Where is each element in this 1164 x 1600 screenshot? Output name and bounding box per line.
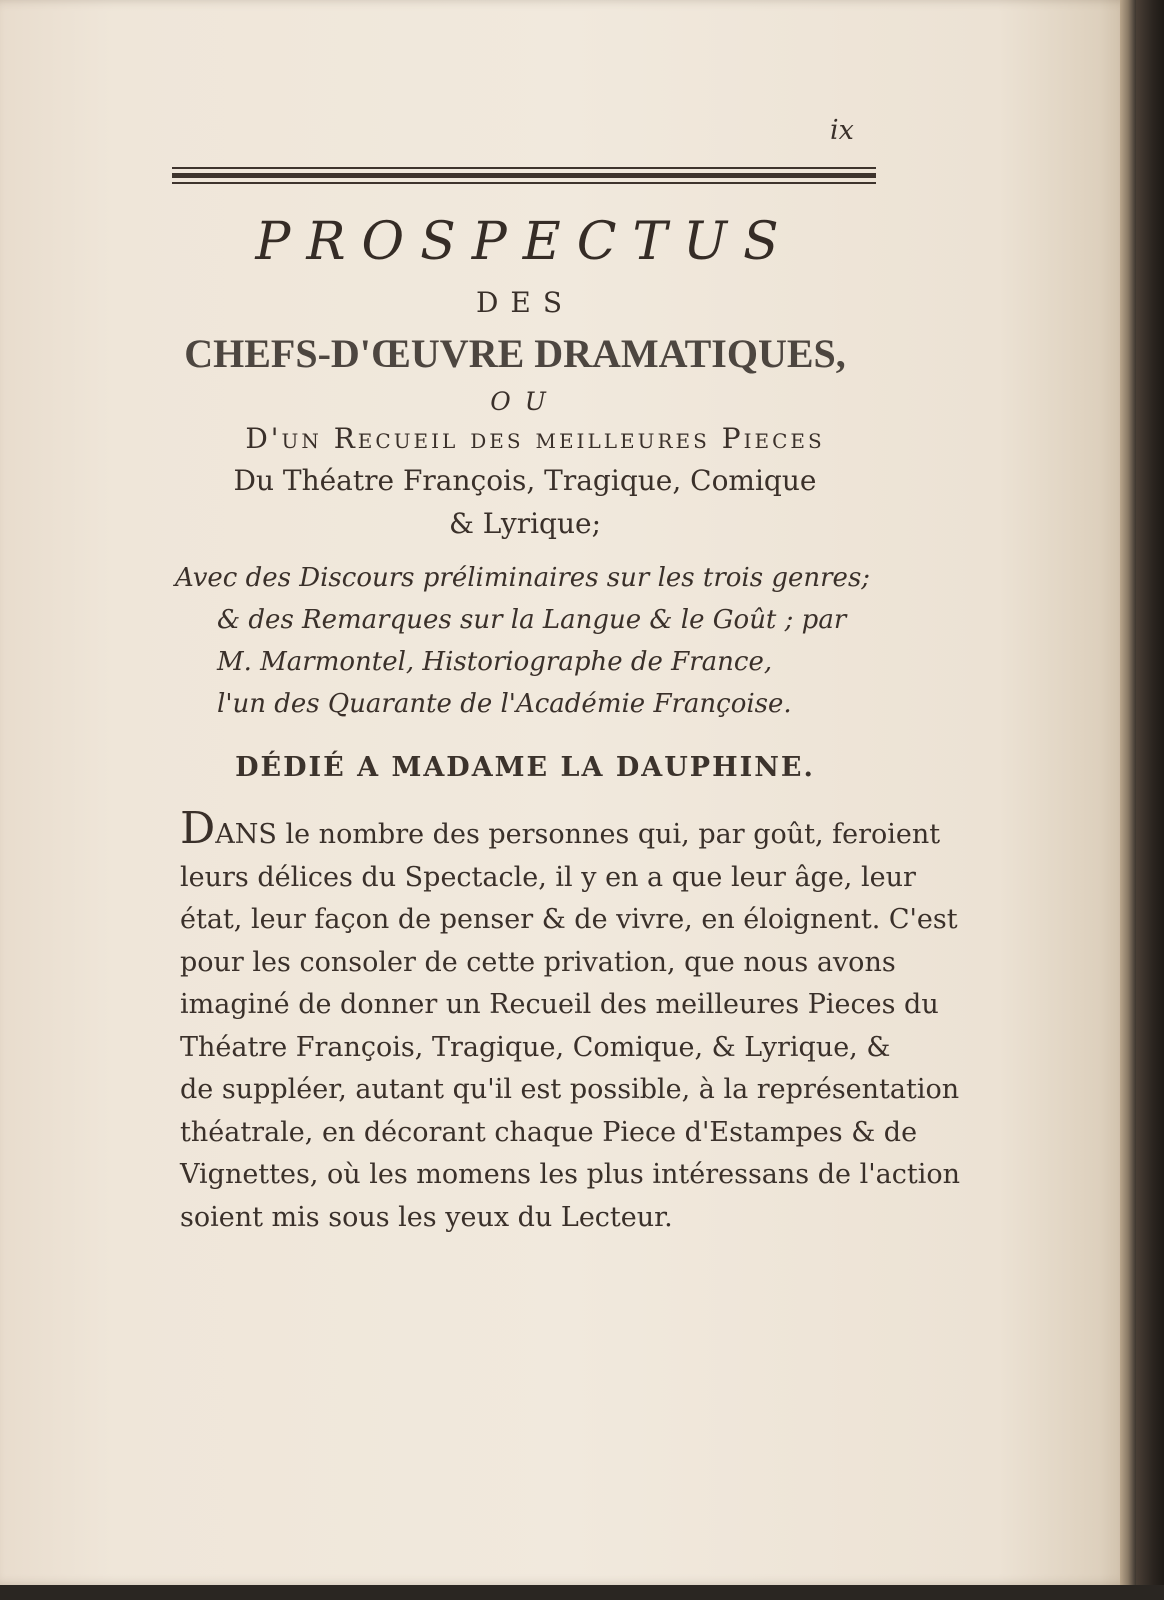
book-binding <box>1136 0 1164 1600</box>
body-line-8: théatrale, en décorant chaque Piece d'Estampes & de <box>180 1116 918 1148</box>
body-line-7: de suppléer, autant qu'il est possible, à la représentation <box>180 1074 960 1105</box>
drop-cap: D <box>180 803 216 854</box>
body-line-9: Vignettes, où les momens les plus intéressans de l'action <box>180 1159 960 1190</box>
body-paragraph <box>180 803 960 1239</box>
body-line-2: leurs délices du Spectacle, il y en a que leur âge, leur <box>180 861 916 893</box>
description-line-3: M. Marmontel, Historiographe de France, <box>217 647 773 677</box>
header-rule-thick <box>172 173 876 178</box>
conjunction-ou: OU <box>490 387 560 416</box>
subtitle-line-3: & Lyrique; <box>448 507 602 540</box>
body-line-6: Théatre François, Tragique, Comique, & Lyrique, & <box>180 1031 891 1063</box>
dedication: DÉDIÉ A MADAME LA DAUPHINE. <box>235 752 815 783</box>
page-number: ix <box>830 115 854 146</box>
title-des: DES <box>475 286 575 319</box>
body-line-1: DANS le nombre des personnes qui, par goût, feroient <box>180 803 941 854</box>
page-title: PROSPECTUS <box>255 212 795 272</box>
body-line-3: état, leur façon de penser & de vivre, en éloignent. C'est <box>180 904 958 935</box>
description-line-2: & des Remarques sur la Langue & le Goût ; par <box>217 605 847 635</box>
header-rule-thin-top <box>172 167 876 169</box>
body-line-5: imaginé de donner un Recueil des meilleures Pieces du <box>180 989 939 1020</box>
body-line-4: pour les consoler de cette privation, que nous avons <box>180 946 896 978</box>
page-edge <box>1120 0 1136 1590</box>
background-strip <box>0 1585 1164 1600</box>
subtitle-line-2: Du Théatre François, Tragique, Comique <box>233 464 817 497</box>
description-line-4: l'un des Quarante de l'Académie Françoise. <box>217 689 792 719</box>
main-heading: CHEFS-D'ŒUVRE DRAMATIQUES, <box>184 331 846 376</box>
body-line-10: soient mis sous les yeux du Lecteur. <box>180 1201 673 1233</box>
subtitle-line-1: D'un Recueil des meilleures Pieces <box>245 422 825 455</box>
header-rule-thin-bottom <box>172 182 876 184</box>
description-line-1: Avec des Discours préliminaires sur les trois genres; <box>175 563 871 593</box>
description-block <box>175 557 875 725</box>
